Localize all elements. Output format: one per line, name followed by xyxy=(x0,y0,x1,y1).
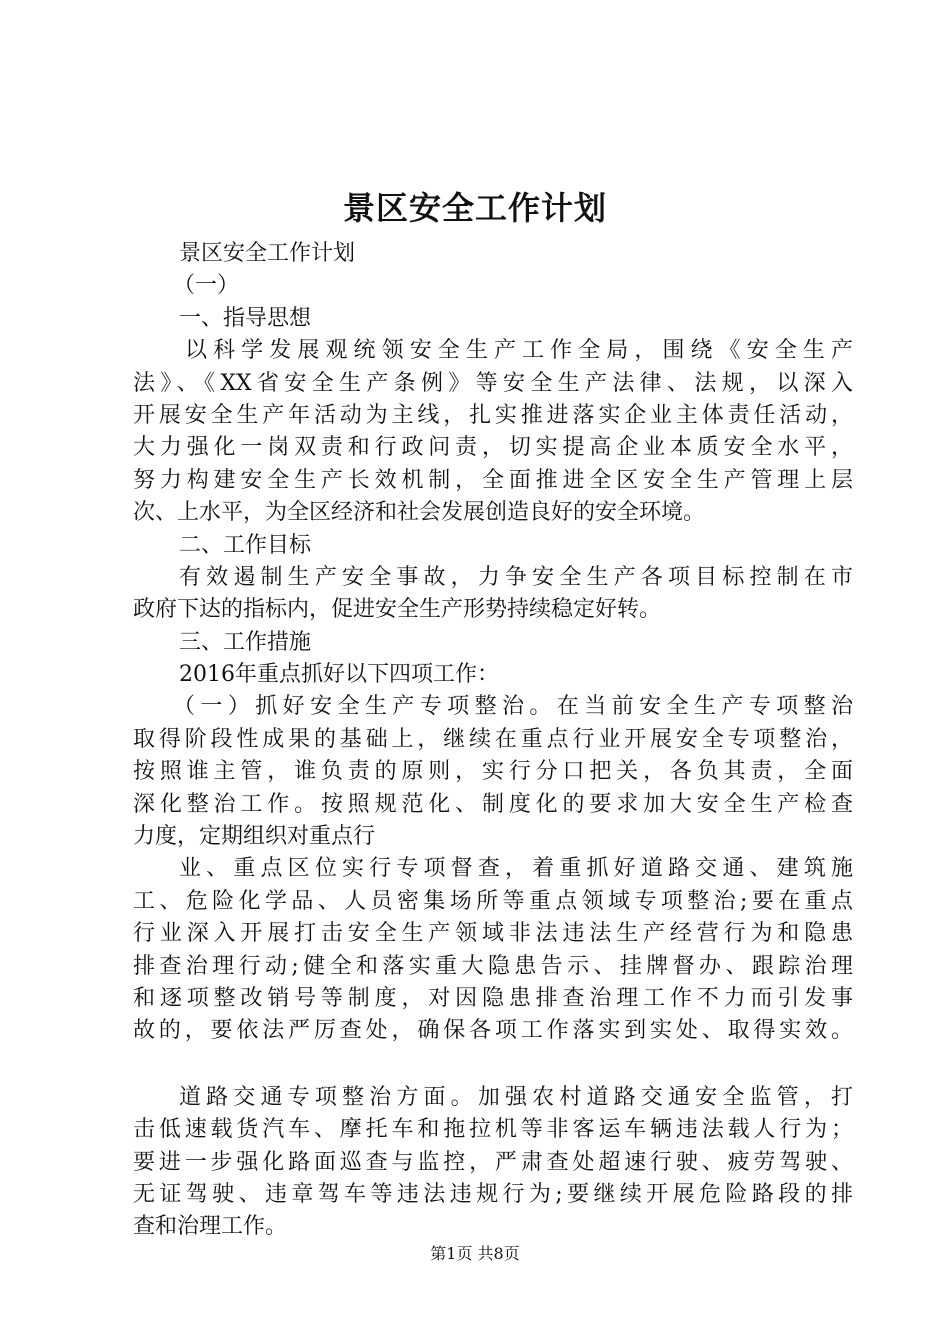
paragraph-line: 业、重点区位实行专项督查，着重抓好道路交通、建筑施 xyxy=(179,856,853,882)
paragraph-line: （一）抓好安全生产专项整治。在当前安全生产专项整治 xyxy=(173,694,853,720)
paragraph-line: 政府下达的指标内，促进安全生产形势持续稳定好转。 xyxy=(133,597,662,623)
paragraph-line: （一） xyxy=(173,273,240,299)
paragraph-line: 有效遏制生产安全事故，力争安全生产各项目标控制在市 xyxy=(179,564,853,590)
paragraph-line: 深化整治工作。按照规范化、制度化的要求加大安全生产检查 xyxy=(133,791,853,817)
paragraph-line: 按照谁主管，谁负责的原则，实行分口把关，各负其责，全面 xyxy=(133,759,853,785)
section-heading: 一、指导思想 xyxy=(179,305,312,331)
paragraph-line: 2016年重点抓好以下四项工作： xyxy=(179,662,499,688)
paragraph-line: 大力强化一岗双责和行政问责，切实提高企业本质安全水平， xyxy=(133,435,853,461)
paragraph-line: 取得阶段性成果的基础上，继续在重点行业开展安全专项整治， xyxy=(133,726,853,752)
paragraph-line: 和逐项整改销号等制度，对因隐患排查治理工作不力而引发事 xyxy=(133,985,853,1011)
page-footer: 第1页 共8页 xyxy=(430,1244,520,1263)
paragraph-line: 排查治理行动;健全和落实重大隐患告示、挂牌督办、跟踪治理 xyxy=(133,953,853,979)
paragraph-line: 要进一步强化路面巡查与监控，严肃查处超速行驶、疲劳驾驶、 xyxy=(133,1149,853,1175)
paragraph-line: 道路交通专项整治方面。加强农村道路交通安全监管，打 xyxy=(179,1084,853,1110)
section-heading: 三、工作措施 xyxy=(179,629,312,655)
paragraph-line: 查和治理工作。 xyxy=(133,1214,288,1240)
paragraph-line: 力度，定期组织对重点行 xyxy=(133,824,376,850)
document-body xyxy=(133,238,853,1244)
paragraph-line: 开展安全生产年活动为主线，扎实推进落实企业主体责任活动， xyxy=(133,402,853,428)
paragraph-line: 无证驾驶、违章驾车等违法违规行为;要继续开展危险路段的排 xyxy=(133,1181,853,1207)
paragraph-line: 故的，要依法严厉查处，确保各项工作落实到实处、取得实效。 xyxy=(133,1018,853,1044)
paragraph-line: 次、上水平，为全区经济和社会发展创造良好的安全环境。 xyxy=(133,500,706,526)
paragraph-gap xyxy=(133,1048,853,1082)
paragraph-line: 景区安全工作计划 xyxy=(179,241,356,266)
paragraph-line: 击低速载货汽车、摩托车和拖拉机等非客运车辆违法载人行为； xyxy=(133,1117,853,1143)
paragraph-line: 努力构建安全生产长效机制，全面推进全区安全生产管理上层 xyxy=(133,467,853,493)
section-heading: 二、工作目标 xyxy=(179,532,312,558)
paragraph-line: 以科学发展观统领安全生产工作全局，围绕《安全生产 xyxy=(185,338,853,364)
document-title: 景区安全工作计划 xyxy=(342,189,607,227)
paragraph-line: 行业深入开展打击安全生产领域非法违法生产经营行为和隐患 xyxy=(133,921,853,947)
paragraph-line: 法》、《XX省安全生产条例》等安全生产法律、法规，以深入 xyxy=(133,370,853,396)
paragraph-line: 工、危险化学品、人员密集场所等重点领域专项整治;要在重点 xyxy=(133,888,853,914)
